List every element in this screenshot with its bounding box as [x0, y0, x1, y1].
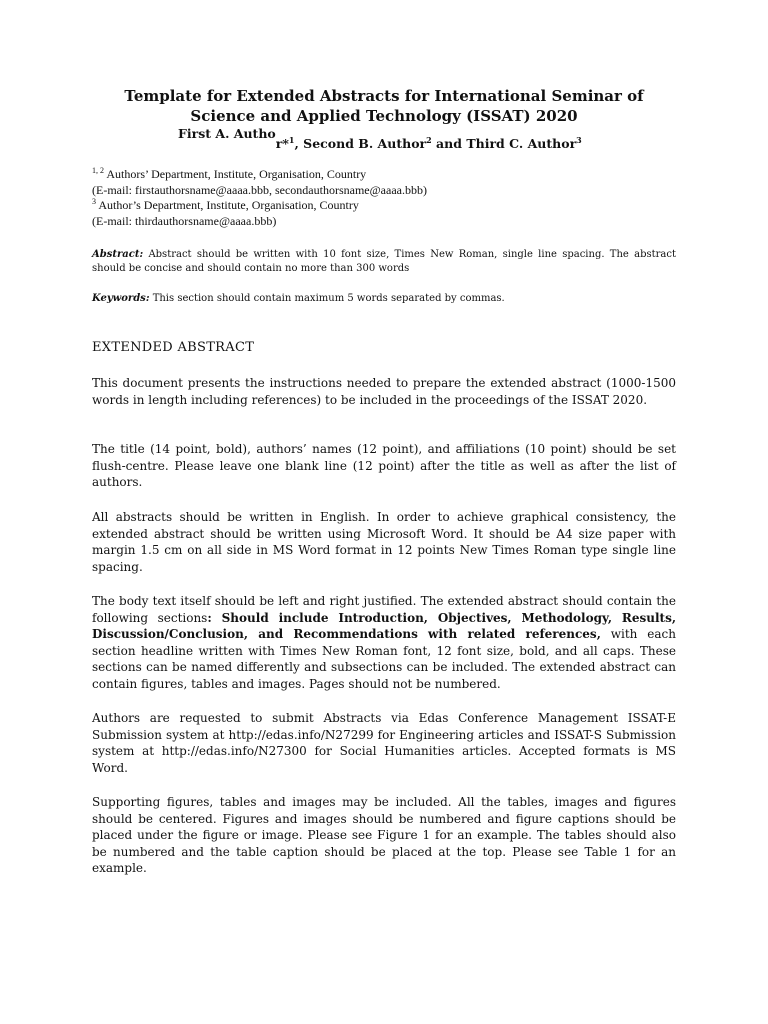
paragraph-1: This document presents the instructions needed to prepare the extended abstract (1000-1500 words in length including references) to be included in the proceedings of the ISSAT 2020. — [92, 376, 676, 407]
author-list — [178, 126, 678, 152]
paragraph-4-required-sections: : Should include Introduction, Objectives, Methodology, Results, Discussion/Conclusion, and Recommendations with related references, — [92, 610, 676, 641]
keywords-block — [92, 292, 676, 306]
first-author-affil-mark: 1 — [288, 134, 295, 145]
document-title: Template for Extended Abstracts for International Seminar of Science and Applied Technology (ISSAT) 2020 — [124, 87, 644, 125]
section-heading: EXTENDED ABSTRACT — [92, 340, 255, 355]
first-author — [178, 126, 276, 142]
paragraph-4 — [92, 593, 676, 692]
second-author-affil-mark: 2 — [426, 134, 432, 145]
first-author-name-tail: r* — [275, 136, 289, 151]
affiliations — [92, 167, 682, 229]
second-author-name: , Second B. Author — [294, 136, 427, 151]
affiliation-line-3 — [92, 198, 682, 214]
paragraph-4-end: with each section headline written with Times New Roman font, 12 font size, bold, and all caps. These sections can be named differently and subsections can be included. The extended abstract can contain figures, tables and images. Pages should not be numbered. — [92, 627, 676, 691]
affiliation-text-3: Author’s Department, Institute, Organisation, Country — [96, 198, 359, 212]
third-author-name: and Third C. Author — [431, 136, 577, 151]
paragraph-6: Supporting figures, tables and images may be included. All the tables, images and figures should be centered. Figures and images should be numbered and figure captions should be placed under the figure or image. Please see Figure 1 for an example. The tables should also be numbered and the table caption should be placed at the top. Please see Table 1 for an example. — [92, 795, 676, 875]
paragraph-5: Authors are requested to submit Abstracts via Edas Conference Management ISSAT-E Submission system at http://edas.info/N27299 for Engineering articles and ISSAT-S Submission system at http://edas.info/N27300 for Social Humanities articles. Accepted formats is MS Word. — [92, 711, 676, 775]
abstract-label: Abstract: — [92, 249, 144, 260]
affiliation-email-3: (E-mail: thirdauthorsname@aaaa.bbb) — [92, 213, 277, 228]
affiliation-mark-3: 3 — [92, 197, 96, 206]
abstract-block — [92, 248, 676, 276]
affiliation-email-1: (E-mail: firstauthorsname@aaaa.bbb, secondauthorsname@aaaa.bbb) — [92, 182, 427, 197]
paragraph-2: The title (14 point, bold), authors’ names (12 point), and affiliations (10 point) should be set flush-centre. Please leave one blank line (12 point) after the title as well as after the list of authors. — [92, 442, 676, 489]
affiliation-line-1 — [92, 167, 682, 183]
keywords-text: This section should contain maximum 5 words separated by commas. — [149, 293, 505, 304]
third-author-affil-mark: 3 — [576, 134, 582, 145]
author-list-rest — [276, 136, 582, 152]
affiliation-text-1: Authors’ Department, Institute, Organisation, Country — [104, 167, 367, 181]
abstract-text: Abstract should be written with 10 font size, Times New Roman, single line spacing. The abstract should be concise and should contain no more than 300 words — [92, 249, 676, 274]
paragraph-4-start: The body text itself should be left and right justified. The extended abstract should contain the following sections — [92, 594, 676, 625]
first-author-name: First A. Autho — [178, 126, 276, 141]
affiliation-mark-1-2: 1, 2 — [92, 166, 104, 175]
keywords-label: Keywords: — [92, 293, 150, 304]
paragraph-3: All abstracts should be written in English. In order to achieve graphical consistency, the extended abstract should be written using Microsoft Word. It should be A4 size paper with margin 1.5 cm on all side in MS Word format in 12 points New Times Roman type single line spacing. — [92, 510, 676, 574]
